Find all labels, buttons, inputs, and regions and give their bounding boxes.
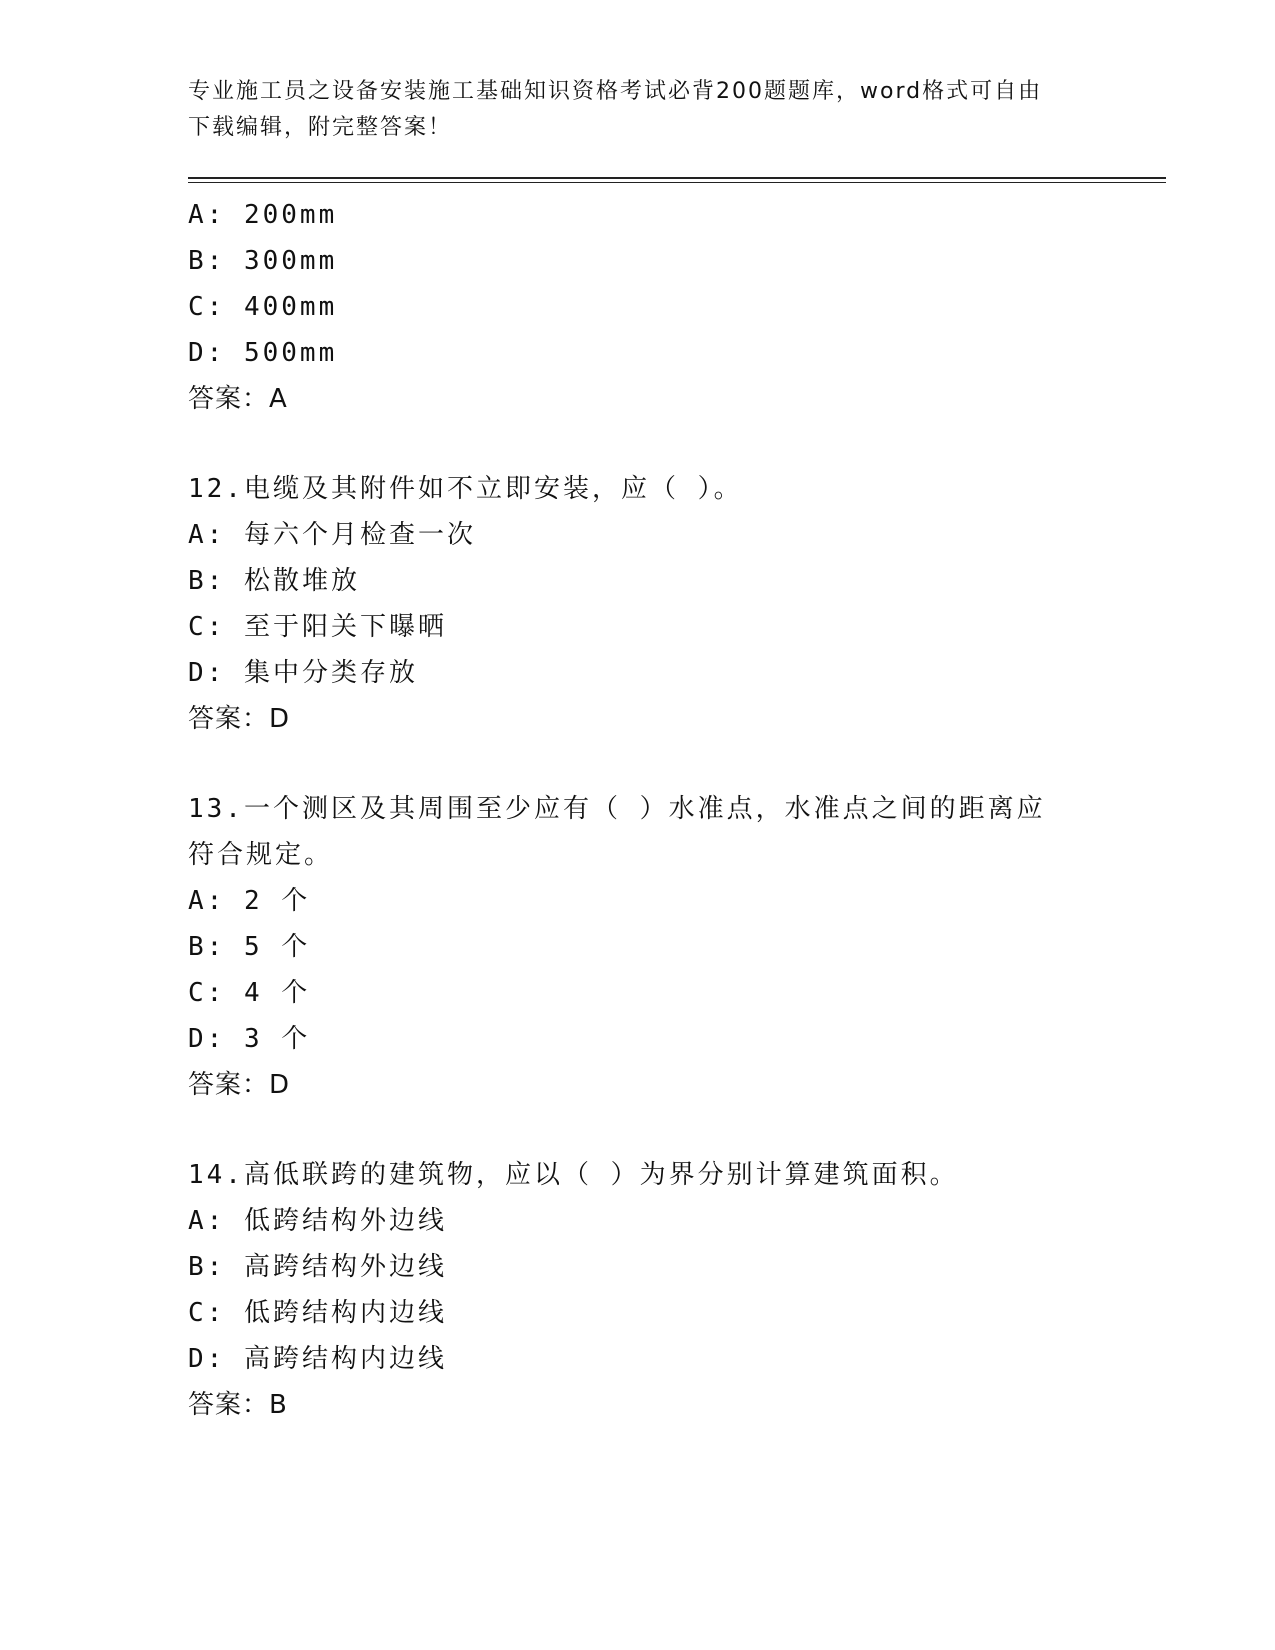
option-d: D: 集中分类存放 <box>188 658 418 688</box>
question-text: 14.高低联跨的建筑物，应以（ ）为界分别计算建筑面积。 <box>188 1160 959 1190</box>
option-b: B: 5 个 <box>188 932 311 962</box>
question-text: 12.电缆及其附件如不立即安装，应（ ）。 <box>188 474 743 504</box>
option-a: A: 低跨结构外边线 <box>188 1206 447 1236</box>
option-d: D: 高跨结构内边线 <box>188 1344 447 1374</box>
option-c: C: 至于阳关下曝晒 <box>188 612 447 642</box>
answer-line: 答案：B <box>188 1390 288 1420</box>
spacer <box>188 422 1088 466</box>
header-divider-thick <box>188 177 1166 179</box>
document-header <box>188 74 1068 146</box>
answer-line: 答案：D <box>188 1070 291 1100</box>
question-content <box>188 192 1088 1428</box>
answer-line: 答案：D <box>188 704 291 734</box>
spacer <box>188 1108 1088 1152</box>
option-c: C: 400mm <box>188 292 338 322</box>
option-d: D: 500mm <box>188 338 338 368</box>
option-c: C: 低跨结构内边线 <box>188 1298 447 1328</box>
option-d: D: 3 个 <box>188 1024 311 1054</box>
question-block-14 <box>188 1152 1088 1428</box>
option-b: B: 300mm <box>188 246 338 276</box>
question-block-12 <box>188 466 1088 742</box>
option-b: B: 高跨结构外边线 <box>188 1252 447 1282</box>
header-line-1: 专业施工员之设备安装施工基础知识资格考试必背200题题库，word格式可自由 <box>188 79 1043 104</box>
option-a: A: 200mm <box>188 200 338 230</box>
question-block-13 <box>188 786 1088 1108</box>
option-a: A: 每六个月检查一次 <box>188 520 476 550</box>
header-divider-thin <box>188 182 1166 183</box>
header-line-2: 下载编辑，附完整答案！ <box>188 115 453 140</box>
question-text: 13.一个测区及其周围至少应有（ ）水准点，水准点之间的距离应符合规定。 <box>188 794 1046 870</box>
answer-line: 答案：A <box>188 384 288 414</box>
option-c: C: 4 个 <box>188 978 311 1008</box>
option-b: B: 松散堆放 <box>188 566 360 596</box>
question-block-11 <box>188 192 1088 422</box>
option-a: A: 2 个 <box>188 886 311 916</box>
spacer <box>188 742 1088 786</box>
